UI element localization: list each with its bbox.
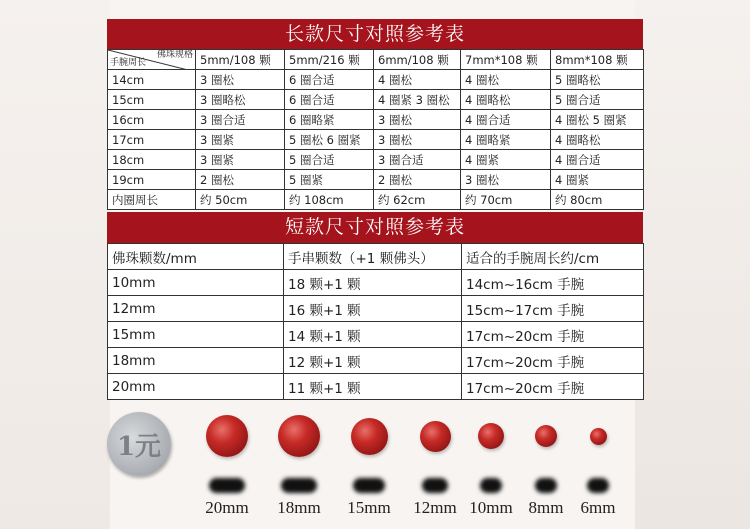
bead-size-label: 18mm: [277, 498, 321, 517]
table-cell: 4 圈紧: [461, 150, 551, 170]
table-cell: 5 圈松 6 圈紧: [285, 130, 374, 150]
table-cell: 5 圈略松: [551, 70, 644, 90]
bead-shadow: [281, 478, 317, 493]
column-header: 佛珠颗数/mm: [108, 244, 284, 270]
table-cell: 约 62cm: [374, 190, 461, 210]
row-header-cell: 15cm: [108, 90, 196, 110]
long-size-chart: [107, 19, 643, 210]
table-cell: 14 颗+1 颗: [284, 322, 462, 348]
table-row: [108, 90, 644, 110]
bead-shadow: [353, 478, 384, 493]
row-header-cell: 17cm: [108, 130, 196, 150]
table-cell: 3 圈松: [374, 110, 461, 130]
column-header: 7mm*108 颗: [461, 50, 551, 70]
table-cell: 3 圈松: [196, 70, 285, 90]
table-cell: 3 圈合适: [196, 110, 285, 130]
bead-size-label: 10mm: [469, 498, 513, 517]
table-row: [108, 348, 644, 374]
table-row: [108, 130, 644, 150]
row-header-cell: 内圈周长: [108, 190, 196, 210]
table-cell: 5 圈合适: [551, 90, 644, 110]
bead-size-label: 8mm: [528, 498, 564, 517]
table-row: [108, 296, 644, 322]
table-cell: 3 圈合适: [374, 150, 461, 170]
bead-shadow: [535, 478, 557, 493]
table-cell: 约 70cm: [461, 190, 551, 210]
table-cell: 11 颗+1 颗: [284, 374, 462, 400]
row-header-cell: 18cm: [108, 150, 196, 170]
long-chart-title: 长款尺寸对照参考表: [107, 19, 643, 49]
column-header: 5mm/108 颗: [196, 50, 285, 70]
table-cell: 4 圈略紧: [461, 130, 551, 150]
bead-size-label: 12mm: [413, 498, 457, 517]
row-header-cell: 12mm: [108, 296, 284, 322]
row-header-cell: 10mm: [108, 270, 284, 296]
bead-shadow: [587, 478, 609, 493]
column-header: 5mm/216 颗: [285, 50, 374, 70]
table-cell: 4 圈松: [461, 70, 551, 90]
table-row: [108, 70, 644, 90]
column-header: 6mm/108 颗: [374, 50, 461, 70]
bead-shadow: [422, 478, 448, 493]
table-header-row: [108, 50, 644, 70]
bead-15mm: [351, 418, 388, 455]
short-size-chart: [107, 212, 643, 400]
bead-12mm: [420, 421, 451, 452]
table-cell: 3 圈略松: [196, 90, 285, 110]
table-cell: 6 圈合适: [285, 70, 374, 90]
table-cell: 6 圈合适: [285, 90, 374, 110]
table-cell: 6 圈略紧: [285, 110, 374, 130]
row-header-cell: 15mm: [108, 322, 284, 348]
corner-label-spec: 佛珠规格: [156, 50, 193, 60]
table-row: [108, 190, 644, 210]
table-cell: 4 圈合适: [461, 110, 551, 130]
row-header-cell: 14cm: [108, 70, 196, 90]
long-size-table: [107, 49, 644, 210]
corner-header-cell: [108, 50, 196, 70]
table-cell: 5 圈合适: [285, 150, 374, 170]
short-size-table: [107, 243, 644, 400]
table-cell: 4 圈紧: [551, 170, 644, 190]
table-cell: 约 80cm: [551, 190, 644, 210]
table-row: [108, 170, 644, 190]
table-cell: 4 圈略松: [551, 130, 644, 150]
table-cell: 5 圈紧: [285, 170, 374, 190]
table-cell: 15cm~17cm 手腕: [462, 296, 644, 322]
column-header: 适合的手腕周长约/cm: [462, 244, 644, 270]
table-header-row: [108, 244, 644, 270]
table-cell: 3 圈紧: [196, 150, 285, 170]
table-cell: 2 圈松: [374, 170, 461, 190]
bead-shadow: [209, 478, 245, 493]
bead-size-label: 15mm: [347, 498, 391, 517]
coin-denomination: 1元: [116, 431, 162, 462]
table-cell: 4 圈合适: [551, 150, 644, 170]
table-row: [108, 322, 644, 348]
row-header-cell: 19cm: [108, 170, 196, 190]
table-row: [108, 374, 644, 400]
bead-10mm: [478, 423, 504, 449]
table-cell: 17cm~20cm 手腕: [462, 322, 644, 348]
short-chart-title: 短款尺寸对照参考表: [107, 212, 643, 243]
table-cell: 17cm~20cm 手腕: [462, 374, 644, 400]
table-cell: 4 圈略松: [461, 90, 551, 110]
bead-size-label: 6mm: [580, 498, 616, 517]
table-cell: 3 圈松: [374, 130, 461, 150]
table-cell: 约 50cm: [196, 190, 285, 210]
row-header-cell: 16cm: [108, 110, 196, 130]
table-cell: 4 圈松: [374, 70, 461, 90]
row-header-cell: 18mm: [108, 348, 284, 374]
corner-label-wrist: 手腕周长: [110, 58, 147, 68]
table-row: [108, 270, 644, 296]
table-row: [108, 150, 644, 170]
table-cell: 14cm~16cm 手腕: [462, 270, 644, 296]
column-header: 手串颗数（+1 颗佛头）: [284, 244, 462, 270]
column-header: 8mm*108 颗: [551, 50, 644, 70]
table-cell: 4 圈松 5 圈紧: [551, 110, 644, 130]
table-cell: 18 颗+1 颗: [284, 270, 462, 296]
coin-image: [107, 412, 171, 476]
table-cell: 16 颗+1 颗: [284, 296, 462, 322]
bead-size-label: 20mm: [205, 498, 249, 517]
table-cell: 3 圈紧: [196, 130, 285, 150]
bead-shadow: [480, 478, 502, 493]
bead-8mm: [535, 425, 557, 447]
table-row: [108, 110, 644, 130]
bead-20mm: [206, 415, 248, 457]
bead-size-comparison: [0, 410, 750, 529]
table-cell: 12 颗+1 颗: [284, 348, 462, 374]
row-header-cell: 20mm: [108, 374, 284, 400]
bead-18mm: [278, 415, 320, 457]
table-cell: 约 108cm: [285, 190, 374, 210]
table-cell: 4 圈紧 3 圈松: [374, 90, 461, 110]
table-cell: 2 圈松: [196, 170, 285, 190]
table-cell: 17cm~20cm 手腕: [462, 348, 644, 374]
table-cell: 3 圈松: [461, 170, 551, 190]
bead-6mm: [590, 428, 607, 445]
